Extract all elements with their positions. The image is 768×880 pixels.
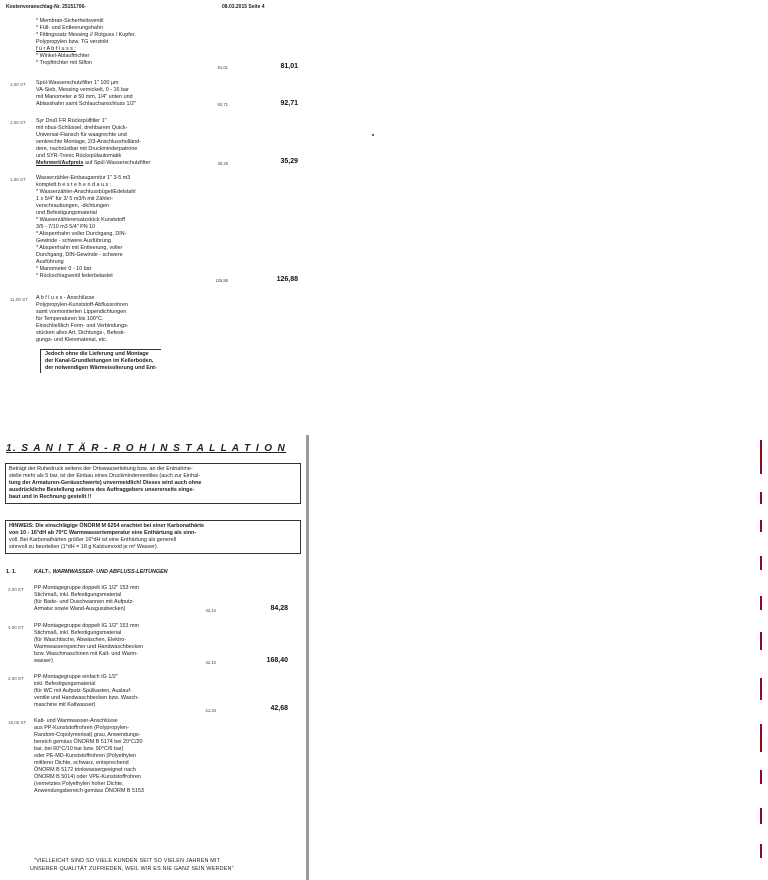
line: stücken alles Art, Dichtungs-, Befesti- bbox=[36, 330, 126, 336]
slogan-line-1: "VIELLEICHT SIND SO VIELE KUNDEN SEIT SO VIELEN JAHREN MIT bbox=[34, 858, 221, 864]
line: * Winkel-Ablauftrichter bbox=[36, 53, 90, 59]
line: Stichmaß, inkl. Befestigungsmaterial bbox=[34, 630, 122, 636]
line: oder PE-MD-Kunststoffrohren (Polyethylen bbox=[34, 753, 137, 759]
subsection-number: 1. 1. bbox=[6, 569, 17, 575]
line: mittlerer Dichte, schwarz, entsprechend bbox=[34, 760, 129, 766]
line: 3/5 - 7/10 m3 5/4" PN 10 bbox=[36, 224, 96, 230]
page-2 bbox=[0, 435, 309, 880]
margin-mark bbox=[760, 440, 762, 474]
line: 1 x 5/4" für 3/ 5 m3/h mit Zähler- bbox=[36, 196, 114, 202]
line: ÖNORM B 5172 trinkwassergeeignet nach bbox=[34, 767, 136, 773]
line: Einschließlich Form- und Verbindungs- bbox=[36, 323, 129, 329]
line: wasser) bbox=[34, 658, 53, 664]
line: voll. Bei Karbonathärten größer 16°dH ist eine Enthärtung als generell bbox=[9, 537, 176, 543]
line: Armatur sowie Wand-Ausgussbecken) bbox=[34, 606, 126, 612]
unit-price: 42,10 bbox=[205, 660, 216, 665]
line: Anwendungsbereich gemäss ÖNORM B 5153 bbox=[34, 788, 144, 794]
line: * Manometer 0 - 10 bar bbox=[36, 266, 92, 272]
offer-number: Kostenvoranschlag-Nr. 25151706- bbox=[6, 4, 87, 10]
line: stelle mehr als 5 bar, ist der Einbau eines Druckminderventiles (auch zur Einhal- bbox=[9, 473, 201, 479]
margin-mark bbox=[760, 492, 762, 504]
line: Warmwasserspeicher und Handwaschbecken bbox=[34, 644, 144, 650]
surcharge-label: Mehrwert/Aufpreis bbox=[36, 160, 84, 166]
section-title: 1. S A N I T Ä R - R O H I N S T A L L A T I O N bbox=[6, 443, 287, 454]
line: bereich gemäss ÖNORM B 5174 bei 20°C/20 bbox=[34, 739, 143, 745]
line: A b f l u s s - Anschlüsse bbox=[36, 295, 95, 301]
line: samt vormontierten Lippendichtungen bbox=[36, 309, 127, 315]
line: Ablasshahn samt Schlauchanschluss 1/2" bbox=[36, 101, 136, 107]
line: mit nbus-Schlüssel, drehbarem Quick- bbox=[36, 125, 128, 131]
line: bar, bei 60°C/10 bar bzw. 90°C/6 bar) bbox=[34, 746, 124, 752]
line: von 10 - 16°dH ab 70°C Warmwassertemperatur eine Enthärtung als sinn- bbox=[9, 530, 197, 536]
line: f ü r A b f l u s s : bbox=[36, 46, 76, 52]
unit-price: 42,14 bbox=[205, 608, 216, 613]
line: (für Waschtische, Abwäschen, Elektro- bbox=[34, 637, 127, 643]
line: * Absperrhahn mit Entleerung, voller bbox=[36, 245, 123, 251]
unit-price: 21,34 bbox=[205, 708, 216, 713]
margin-mark bbox=[760, 596, 762, 610]
item-qty: 1,00 ST bbox=[10, 177, 26, 182]
item-description bbox=[36, 295, 129, 344]
line: tung der Armaturen-Geräuschwerte) unvermeidlich! Dieses wird auch ohne bbox=[9, 480, 202, 486]
line: Ausführung bbox=[36, 259, 64, 265]
line: Spül-Wasserschutzfilter 1" 100 µm bbox=[36, 80, 119, 86]
line: für Temperaturen bis 100°C. bbox=[36, 316, 104, 322]
line: Jedoch ohne die Lieferung und Montage bbox=[45, 351, 149, 357]
unit-price: 81,01 bbox=[217, 65, 228, 70]
margin-mark bbox=[760, 632, 762, 650]
margin-mark bbox=[760, 724, 762, 752]
item-qty: 1,00 ST bbox=[10, 120, 26, 125]
line: der Kanal-Grundleitungen im Kellerboden, bbox=[45, 358, 154, 364]
line: und SYR-Tronic Rückspülautomatik bbox=[36, 153, 122, 159]
line: VA-Sieb, Messing vernickelt, 0 - 16 bar bbox=[36, 87, 129, 93]
line: inkl. Befestigungsmaterial bbox=[34, 681, 96, 687]
line: verschraubungen, -dichtungen bbox=[36, 203, 109, 209]
margin-mark bbox=[760, 678, 762, 700]
line: PP-Montagegruppe einfach IG 1/2" bbox=[34, 674, 118, 680]
line: sinnvoll zu beurteilen (1°dH = 18 g Kalziumoxid je m³ Wasser). bbox=[9, 544, 159, 550]
line: * Tropftrichter mit Siflon bbox=[36, 60, 93, 66]
margin-mark bbox=[760, 844, 762, 858]
line-total: 168,40 bbox=[266, 657, 288, 664]
line: PP-Montagegruppe doppelt IG 1/2" 153 mm bbox=[34, 623, 139, 629]
line: (für WC mit Aufputz-Spülkasten, Auslauf- bbox=[34, 688, 132, 694]
hardness-notice bbox=[5, 520, 301, 554]
line: Polypropylen-Kunststoff-Abflussrohren bbox=[36, 302, 128, 308]
line-surcharge bbox=[36, 160, 150, 167]
margin-mark bbox=[760, 556, 762, 570]
item-qty: 4,00 ST bbox=[8, 625, 24, 630]
item-description bbox=[34, 674, 139, 709]
line: Random-Copolymerisat) grau, Anwendungs- bbox=[34, 732, 141, 738]
line: (für Bade- und Duschwannen mit Aufputz- bbox=[34, 599, 135, 605]
item-qty: 1,00 ST bbox=[10, 82, 26, 87]
line: HINWEIS: Die einschlägige ÖNORM M 6254 erachtet bei einer Karbonathärte bbox=[9, 523, 205, 529]
item-description bbox=[36, 80, 136, 108]
line: der notwendigen Wärmeisolierung und Ent- bbox=[45, 365, 157, 371]
line: gungs- und Kleinmaterial, etc. bbox=[36, 337, 108, 343]
line: ventile und Handwaschbecken bzw. Wasch- bbox=[34, 695, 139, 701]
line: dere, nachrüstbar mit Druckminderpatrone bbox=[36, 146, 138, 152]
line: und Befestigungsmaterial bbox=[36, 210, 97, 216]
line: komplett b e s t e h e n d a u s : bbox=[36, 182, 112, 188]
line-total: 126,88 bbox=[276, 276, 298, 283]
date-page: 08.03.2015 Seite 4 bbox=[222, 4, 265, 10]
line: PP-Montagegruppe doppelt IG 1/2" 153 mm bbox=[34, 585, 139, 591]
line: * Absperrhahn voller Durchgang, DIN- bbox=[36, 231, 127, 237]
line: Wasserzähler-Einbaugarnitur 1" 3-5 m3 bbox=[36, 175, 131, 181]
item-qty: 18,00 ST bbox=[8, 720, 27, 725]
line: Polypropylen bzw. TG verzinkt bbox=[36, 39, 109, 45]
unit-price: 92,71 bbox=[217, 102, 228, 107]
surcharge-text: auf Spül-Wasserschutzfilter bbox=[83, 160, 151, 166]
line-total: 92,71 bbox=[280, 100, 298, 107]
unit-price: 126,88 bbox=[215, 278, 228, 283]
line: bzw. Waschmaschinen mit Kalt- und Warm- bbox=[34, 651, 138, 657]
item-description bbox=[36, 175, 136, 280]
item-description bbox=[34, 623, 143, 665]
line: Universal-Flansch für waagrechte und bbox=[36, 132, 127, 138]
line: Syr Druß FR Rückspülfilter 1" bbox=[36, 118, 107, 124]
item-description bbox=[36, 118, 150, 167]
item-description bbox=[34, 585, 139, 613]
margin-mark bbox=[760, 808, 762, 824]
block0-text bbox=[36, 18, 136, 67]
line: maschine mit Kaltwasser) bbox=[34, 702, 96, 708]
item-qty: 2,00 ST bbox=[8, 587, 24, 592]
line-total: 42,68 bbox=[270, 705, 288, 712]
item-description bbox=[34, 718, 144, 795]
line: Kalt- und Warmwasser-Anschlüsse bbox=[34, 718, 118, 724]
unit-price: 35,29 bbox=[217, 161, 228, 166]
line: baut und in Rechnung gestellt !! bbox=[9, 494, 92, 500]
exclusion-note bbox=[40, 349, 161, 373]
margin-mark bbox=[760, 520, 762, 532]
line: * Membran-Sicherheitsventil bbox=[36, 18, 104, 24]
line: * Füll- und Entleerungshahn bbox=[36, 25, 103, 31]
subsection-title: KALT-, WARMWASSER- UND ABFLUSS-LEITUNGEN bbox=[34, 569, 168, 575]
line: Beträgt der Ruhedruck seitens der Ortswasserleitung bzw. an der Entnahme- bbox=[9, 466, 193, 472]
pressure-notice bbox=[5, 463, 301, 504]
line: aus PP-Kunststoffrohren (Polypropylen- bbox=[34, 725, 129, 731]
line: ausdrückliche Bestellung seitens des Auftraggebers unsererseits einge- bbox=[9, 487, 195, 493]
slogan-line-2: UNSERER QUALITÄT ZUFRIEDEN, WEIL WIR ES NIE GANZ SEIN WERDEN" bbox=[30, 866, 234, 872]
line: * Wasserzählerersatzstück Kunststoff bbox=[36, 217, 125, 223]
page-1 bbox=[0, 0, 300, 435]
line: mit Manometer ø 50 mm, 1/4" unten und bbox=[36, 94, 133, 100]
margin-mark bbox=[760, 770, 762, 784]
line: senkrechte Montage, 2/3-Anschlussholländ- bbox=[36, 139, 141, 145]
line-total: 84,28 bbox=[270, 605, 288, 612]
line: * Fittingssatz Messing // Rotguss / Kupfer, bbox=[36, 32, 136, 38]
line: Stichmaß, inkl. Befestigungsmaterial bbox=[34, 592, 122, 598]
item-qty: 2,00 ST bbox=[8, 676, 24, 681]
line: Gewinde - schwere Ausführung bbox=[36, 238, 111, 244]
line: Durchgang, DIN-Gewinde - schwere bbox=[36, 252, 123, 258]
stray-dot bbox=[372, 134, 374, 136]
line-total: 35,29 bbox=[280, 158, 298, 165]
line: (vernetztes Polyethylen hoher Dichte, bbox=[34, 781, 124, 787]
line: * Rückschlagventil federbelastet bbox=[36, 273, 113, 279]
line-total: 81,01 bbox=[280, 63, 298, 70]
item-qty: 11,00 ST bbox=[10, 297, 28, 302]
line: ÖNORM B 5014) oder VPE-Kunststoffrohren bbox=[34, 774, 141, 780]
line: * Wasserzähler-Anschlussbügel/Edelstahl bbox=[36, 189, 136, 195]
